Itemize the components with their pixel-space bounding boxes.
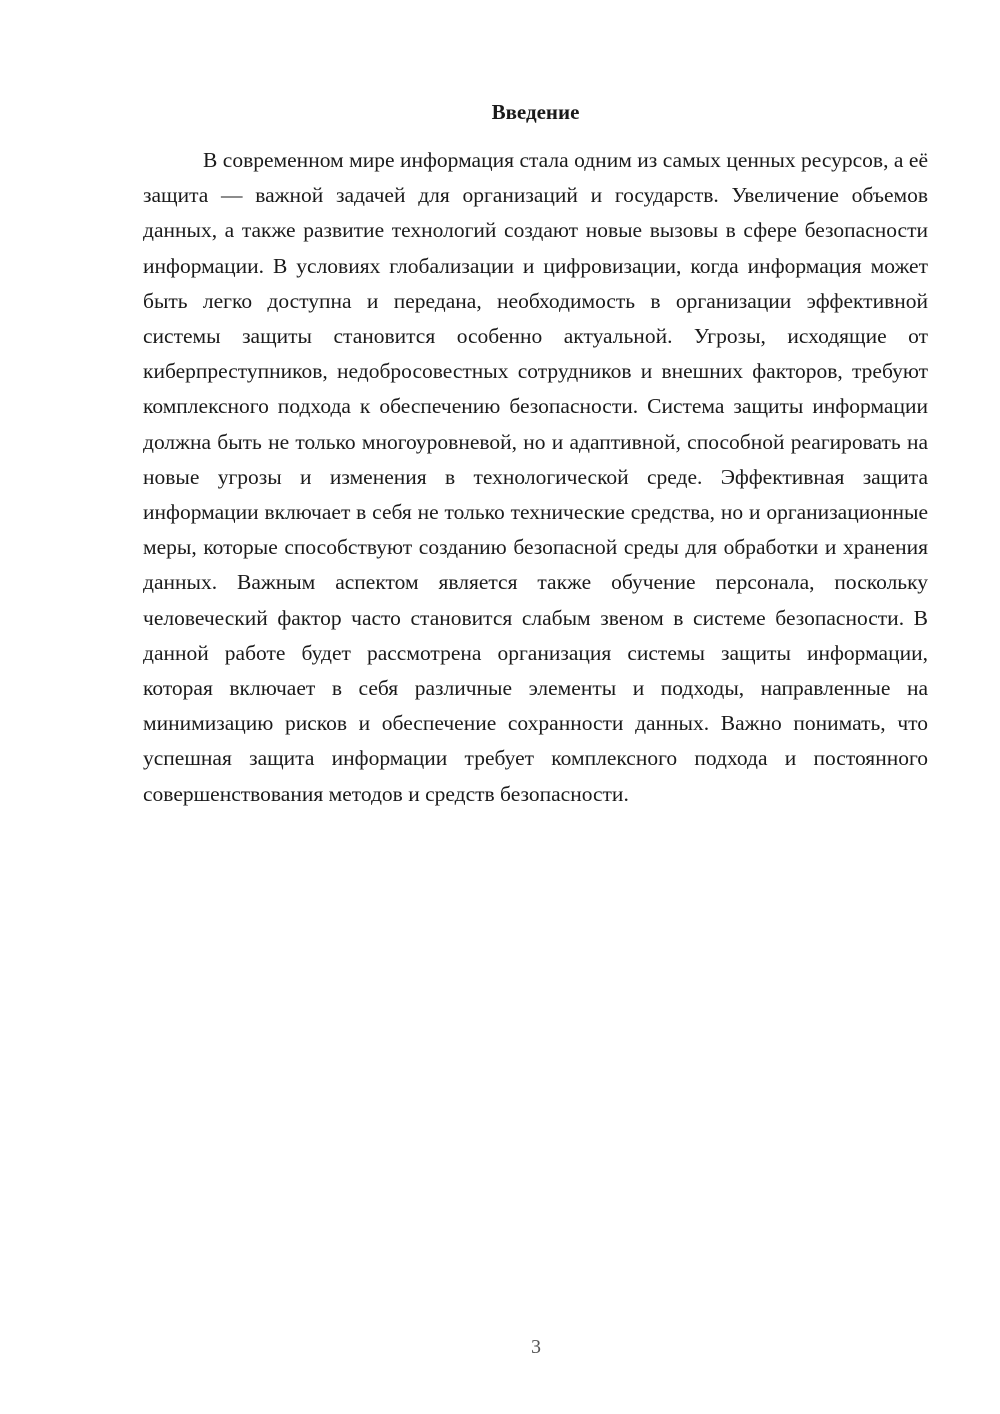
intro-paragraph: В современном мире информация стала одним из самых ценных ресурсов, а её защита — важной задачей для организаций и государств. Увеличение объемов данных, а также развитие технологий создают новые вызовы в сфере безопасности информации. В условиях глобализации и цифровизации, когда информация может быть легко доступна и передана, необходимость в организации эффективной системы защиты становится особенно актуальной. Угрозы, исходящие от киберпреступников, недобросовестных сотрудников и внешних факторов, требуют комплексного подхода к обеспечению безопасности. Система защиты информации должна быть не только многоуровневой, но и адаптивной, способной реагировать на новые угрозы и изменения в технологической среде. Эффективная защита информации включает в себя не только технические средства, но и организационные меры, которые способствуют созданию безопасной среды для обработки и хранения данных. Важным аспектом является также обучение персонала, поскольку человеческий фактор часто становится слабым звеном в системе безопасности. В данной работе будет рассмотрена организация системы защиты информации, которая включает в себя различные элементы и подходы, направленные на минимизацию рисков и обеспечение сохранности данных. Важно понимать, что успешная защита информации требует комплексного подхода и постоянного совершенствования методов и средств безопасности. <box>143 148 928 806</box>
page-number: 3 <box>531 1336 541 1358</box>
section-heading: Введение <box>491 100 580 124</box>
